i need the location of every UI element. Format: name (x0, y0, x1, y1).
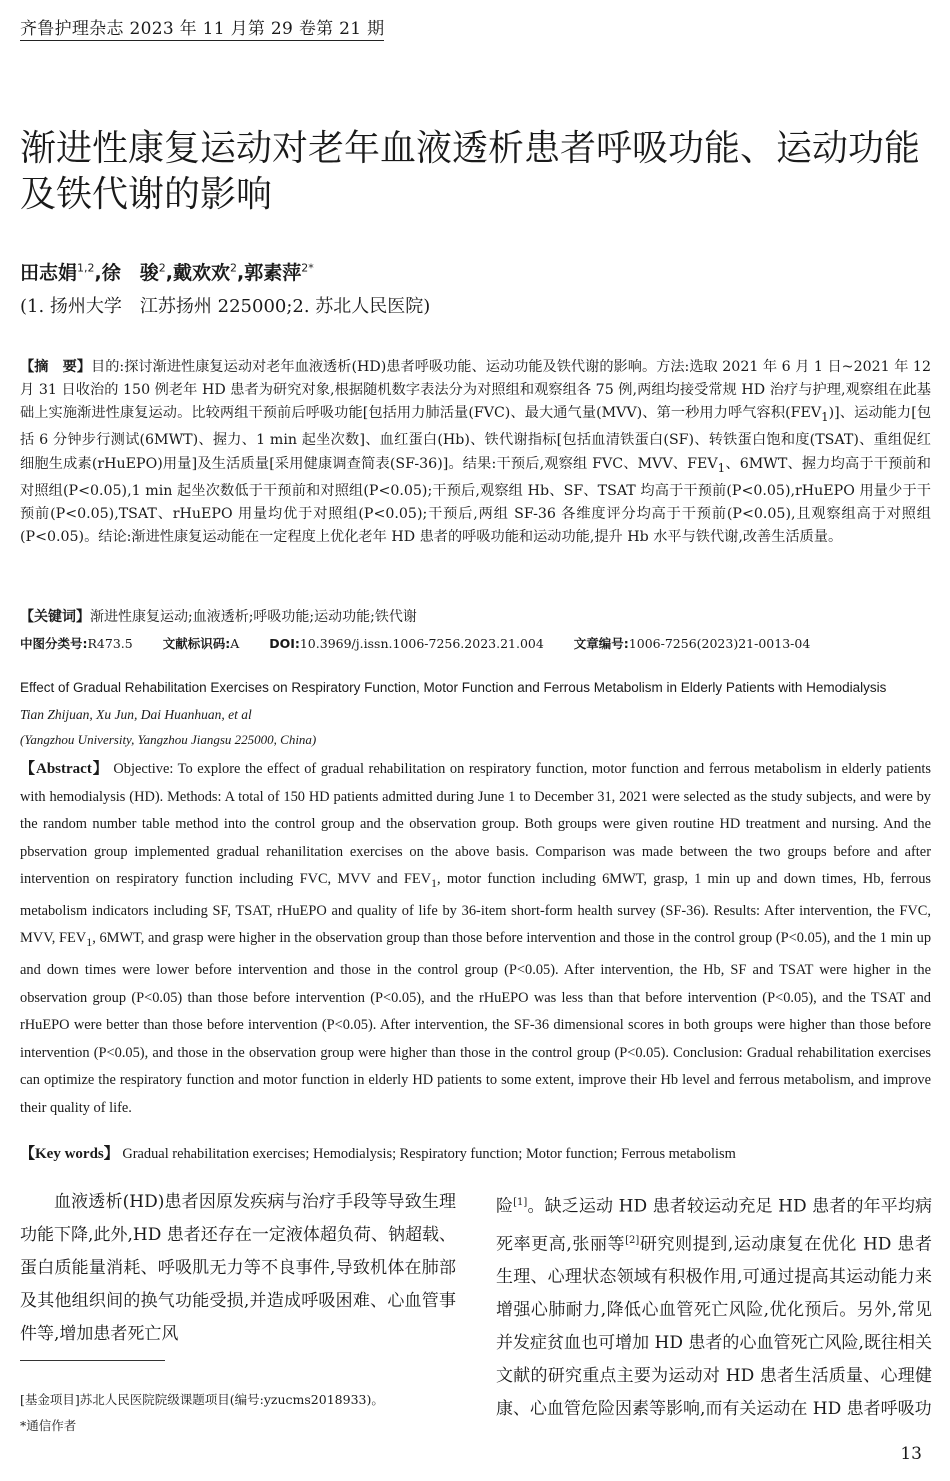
english-title: Effect of Gradual Rehabilitation Exercises on Respiratory Function, Motor Function and Ferrous Metabolism in Elderly Patients with Hemodialysis (20, 680, 887, 695)
subscript: 1 (821, 410, 829, 425)
abstract-text: , 6MWT, and grasp were higher in the observation group than those before intervention and those in the control group (P<0.05), and the 1 min up and down times were lower before intervention and those in the control group (P<0.05). After intervention, the Hb, SF and TSAT were higher in the observation group (P<0.05) than those before intervention (P<0.05), and the rHuEPO was less than that before intervention (P<0.05), and the TSAT and rHuEPO were better than those before intervention (P<0.05). After intervention, the SF-36 dimensional scores in both groups were higher than those before intervention (P<0.05), and those in the observation group were higher than those in the control group (P<0.05). Conclusion: Gradual rehabilitation exercises can optimize the respiratory function and motor function in elderly HD patients to some extent, improve their Hb level and ferrous metabolism, and improve their quality of life. (20, 930, 932, 1116)
keywords-label: 【Key words】 (20, 1146, 119, 1162)
abstract-label: 【摘 要】 (20, 359, 92, 375)
author-name: 徐 骏 (101, 262, 159, 284)
clc-value: R473.5 (87, 636, 133, 651)
author-name: 戴欢欢 (172, 262, 230, 284)
english-keywords (20, 1142, 736, 1163)
abstract-text: 、6MWT、握力均高于干预前和对照组(P<0.05),1 min 起坐次数低于干预前和对照组(P<0.05);干预后,观察组 Hb、SF、TSAT 均高于干预前(P<0.05),rHuEPO 用量少于干预前(P<0.05),TSAT、rHuEPO 用量均优于对照组(P<0.05);干预后,两组 SF-36 各维度评分均高于干预前(P<0.05),且观察组高于对照组(P<0.05)。结论:渐进性康复运动能在一定程度上优化老年 HD 患者的呼吸功能和运动功能,提升 Hb 水平与铁代谢,改善生活质量。 (20, 455, 931, 546)
funding-footnote: [基金项目]苏北人民医院院级课题项目(编号:yzucms2018933)。 (20, 1392, 384, 1407)
author-affil-mark: 2 (229, 261, 237, 275)
author-name: 田志娟 (20, 262, 78, 284)
body-text: 研究则提到,运动康复在优化 HD 患者生理、心理状态领域有积极作用,可通过提高其运动能力来增强心肺耐力,降低心血管死亡风险,优化预后。另外,常见并发症贫血也可增加 HD 患者的心血管死亡风险,既往相关文献的研究重点主要为运动对 HD 患者生活质量、心理健康、心血管危险因素等影响,而有关运动在 HD 患者呼吸功 (496, 1234, 932, 1420)
author-list: 田志娟$^{1,2}$,徐 骏$^2$,戴欢欢$^2$,郭素萍$^{2*}$ (20, 261, 314, 284)
author-affil-mark: 1,2 (77, 261, 95, 275)
subscript: 1 (86, 935, 93, 950)
doc-code-value: A (230, 636, 240, 651)
page-number: 13 (900, 1444, 922, 1464)
english-authors: Tian Zhijuan, Xu Jun, Dai Huanhuan, et al (20, 707, 252, 722)
subscript: 1 (717, 460, 726, 475)
article-title: 渐进性康复运动对老年血液透析患者呼吸功能、运动功能及铁代谢的影响 (20, 128, 921, 215)
body-text: 。缺乏运动 HD 患者较运动充足 HD 患者的年平均病死率更高,张丽等 (496, 1196, 932, 1255)
journal-header: 齐鲁护理杂志 2023 年 11 月第 29 卷第 21 期 (20, 19, 385, 39)
chinese-keywords (20, 606, 417, 626)
doc-code-label: 文献标识码: (162, 636, 231, 651)
article-number-label: 文章编号: (573, 636, 629, 651)
doi-value: 10.3969/j.issn.1006-7256.2023.21.004 (299, 636, 544, 651)
footnote-rule (20, 1360, 165, 1361)
article-number-value: 1006-7256(2023)21-0013-04 (628, 636, 811, 651)
corresponding-author-footnote: *通信作者 (20, 1418, 77, 1433)
abstract-text: )]、运动能力[包括 6 分钟步行测试(6MWT)、握力、1 min 起坐次数]、血红蛋白(Hb)、铁代谢指标[包括血清铁蛋白(SF)、转铁蛋白饱和度(TSAT)、重组促红细胞生成素(rHuEPO)用量]及生活质量[采用健康调查简表(SF-36)]。结果:干预后,观察组 FVC、MVV、FEV (20, 405, 932, 472)
abstract-text: Objective: To explore the effect of gradual rehabilitation on respiratory function, motor function and ferrous metabolism in elderly patients with hemodialysis (HD). Methods: A total of 150 HD patients admitted during June 1 to December 31, 2021 were selected as the study subjects, and were by the random number table method into the control group and the observation group. Both groups were given routine HD treatment and nursing. And the pbservation group implemented gradual rehanilitation exercises on the above basis. Comparison was made between the two groups before and after intervention on respiratory function including FVC, MVV and FEV (20, 761, 931, 888)
author-affil-mark: 2 (158, 261, 166, 275)
affiliation: (1. 扬州大学 江苏扬州 225000;2. 苏北人民医院) (20, 296, 431, 317)
keywords-text: 渐进性康复运动;血液透析;呼吸功能;运动功能;铁代谢 (90, 609, 417, 625)
abstract-text: , motor function including 6MWT, grasp, 1 min up and down times, Hb, ferrous metabolism indicators including SF, TSAT, rHuEPO and quality of life by 36-item short-form health survey (SF-36). Results: After intervention, the FVC, MVV, FEV (20, 871, 931, 947)
abstract-text: 目的:探讨渐进性康复运动对老年血液透析(HD)患者呼吸功能、运动功能及铁代谢的影响。方法:选取 2021 年 6 月 1 日~2021 年 12 月 31 日收治的 150 例老年 HD 患者为研究对象,根据随机数字表法分为对照组和观察组各 75 例,两组均接受常规 HD 治疗与护理,观察组在此基础上实施渐进性康复运动。比较两组干预前后呼吸功能[包括用力肺活量(FVC)、最大通气量(MVV)、第一秒用力呼气容积(FEV (20, 359, 931, 422)
citation-link[interactable]: [1] (513, 1197, 528, 1208)
classification-line (20, 634, 836, 652)
english-abstract (20, 756, 931, 1122)
chinese-abstract (20, 356, 931, 549)
keywords-text: Gradual rehabilitation exercises; Hemodialysis; Respiratory function; Motor function; Ferrous metabolism (118, 1146, 736, 1162)
english-affiliation: (Yangzhou University, Yangzhou Jiangsu 225000, China) (20, 732, 317, 747)
author-affil-mark: 2* (301, 261, 314, 275)
header-rule (20, 40, 384, 41)
author-name: 郭素萍 (244, 262, 302, 284)
abstract-label: 【Abstract】 (20, 761, 109, 777)
body-column-right (496, 1186, 932, 1426)
citation-link[interactable]: [2] (625, 1234, 640, 1246)
doi-label: DOI: (269, 636, 300, 651)
body-column-left: 血液透析(HD)患者因原发疾病与治疗手段等导致生理功能下降,此外,HD 患者还存在一定液体超负荷、钠超载、蛋白质能量消耗、呼吸肌无力等不良事件,导致机体在肺部及其他组织间的换气功能受损,并造成呼吸困难、心血管事件等,增加患者死亡风 (20, 1192, 456, 1344)
subscript: 1 (431, 876, 438, 891)
keywords-label: 【关键词】 (20, 609, 90, 625)
body-text: 险 (496, 1196, 514, 1217)
clc-label: 中图分类号: (20, 636, 88, 651)
